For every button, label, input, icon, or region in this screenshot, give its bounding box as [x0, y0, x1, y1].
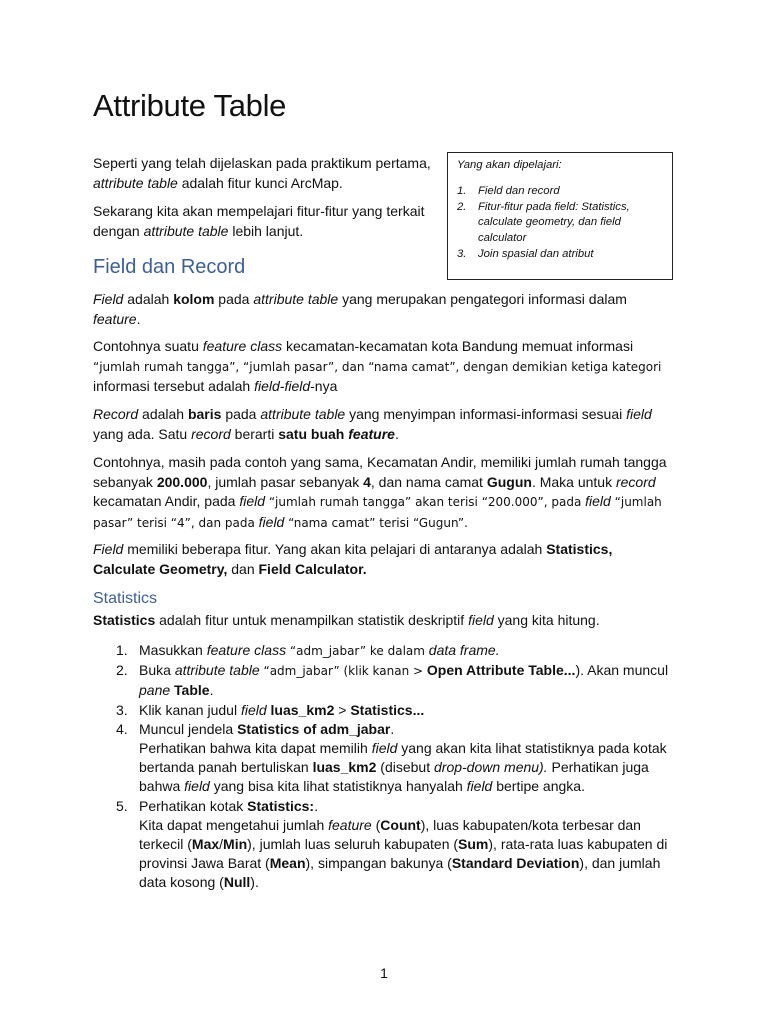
objective-item: 3. Join spasial dan atribut: [457, 247, 594, 260]
intro-paragraph-2: Sekarang kita akan mempelajari fitur-fitur yang terkait dengan attribute table lebih lanjut.: [93, 203, 425, 239]
field-example: Contohnya suatu feature class kecamatan-kecamatan kota Bandung memuat informasi “jumlah rumah tangga”, “jumlah pasar”, dan “nama camat”, dengan demikian ketiga kategori informasi tersebut adalah field-field-nya: [93, 338, 662, 394]
list-item: 3. Klik kanan judul field luas_km2 > Statistics...: [116, 701, 425, 718]
intro-paragraph-1: Seperti yang telah dijelaskan pada praktikum pertama, attribute table adalah fitur kunci ArcMap.: [93, 155, 431, 191]
objective-item: 2. Fitur-fitur pada field: Statistics, calculate geometry, dan field calculator: [457, 200, 630, 245]
list-item: 1. Masukkan feature class “adm_jabar” ke dalam data frame.: [116, 642, 500, 658]
statistics-steps-list: [110, 641, 680, 893]
statistics-intro: Statistics adalah fitur untuk menampilkan statistik deskriptif field yang kita hitung.: [93, 612, 600, 628]
page-title: Attribute Table: [93, 88, 287, 123]
objectives-list: [457, 184, 664, 263]
field-definition: Field adalah kolom pada attribute table yang merupakan pengategori informasi dalam feature.: [93, 291, 627, 327]
list-item: 2. Buka attribute table “adm_jabar” (klik kanan > Open Attribute Table...). Akan muncul pane Table.: [116, 662, 669, 699]
objective-item: 1. Field dan record: [457, 184, 560, 197]
field-features-paragraph: Field memiliki beberapa fitur. Yang akan kita pelajari di antaranya adalah Statistics, Calculate Geometry, dan Field Calculator.: [93, 541, 613, 577]
page-number: 1: [380, 965, 388, 981]
learning-objectives-box: [447, 152, 673, 280]
list-item: 5. Perhatikan kotak Statistics:. Kita dapat mengetahui jumlah feature (Count), luas kabupaten/kota terbesar dan terkecil (Max/Min), jumlah luas seluruh kabupaten (Sum), rata-rata luas kabupaten di provinsi Jawa Barat (Mean), simpangan bakunya (Standard Deviation), dan jumlah data kosong (Null).: [116, 797, 668, 891]
section-heading-field-record: Field dan Record: [93, 256, 246, 278]
section-heading-statistics: Statistics: [93, 590, 158, 607]
list-item: 4. Muncul jendela Statistics of adm_jabar. Perhatikan bahwa kita dapat memilih field yang akan kita lihat statistiknya pada kotak bertanda panah bertuliskan luas_km2 (disebut drop-down menu). Perhatikan juga bahwa field yang bisa kita lihat statistiknya hanyalah field bertipe angka.: [116, 720, 667, 795]
record-definition: Record adalah baris pada attribute table yang menyimpan informasi-informasi sesuai field yang ada. Satu record berarti satu buah feature.: [93, 406, 652, 442]
objectives-heading: Yang akan dipelajari:: [457, 159, 562, 171]
record-example: Contohnya, masih pada contoh yang sama, Kecamatan Andir, memiliki jumlah rumah tangga sebanyak 200.000, jumlah pasar sebanyak 4, dan nama camat Gugun. Maka untuk record kecamatan Andir, pada field “jumlah rumah tangga” akan terisi “200.000”, pada field “jumlah pasar” terisi “4”, dan pada field “nama camat” terisi “Gugun”.: [93, 454, 667, 530]
